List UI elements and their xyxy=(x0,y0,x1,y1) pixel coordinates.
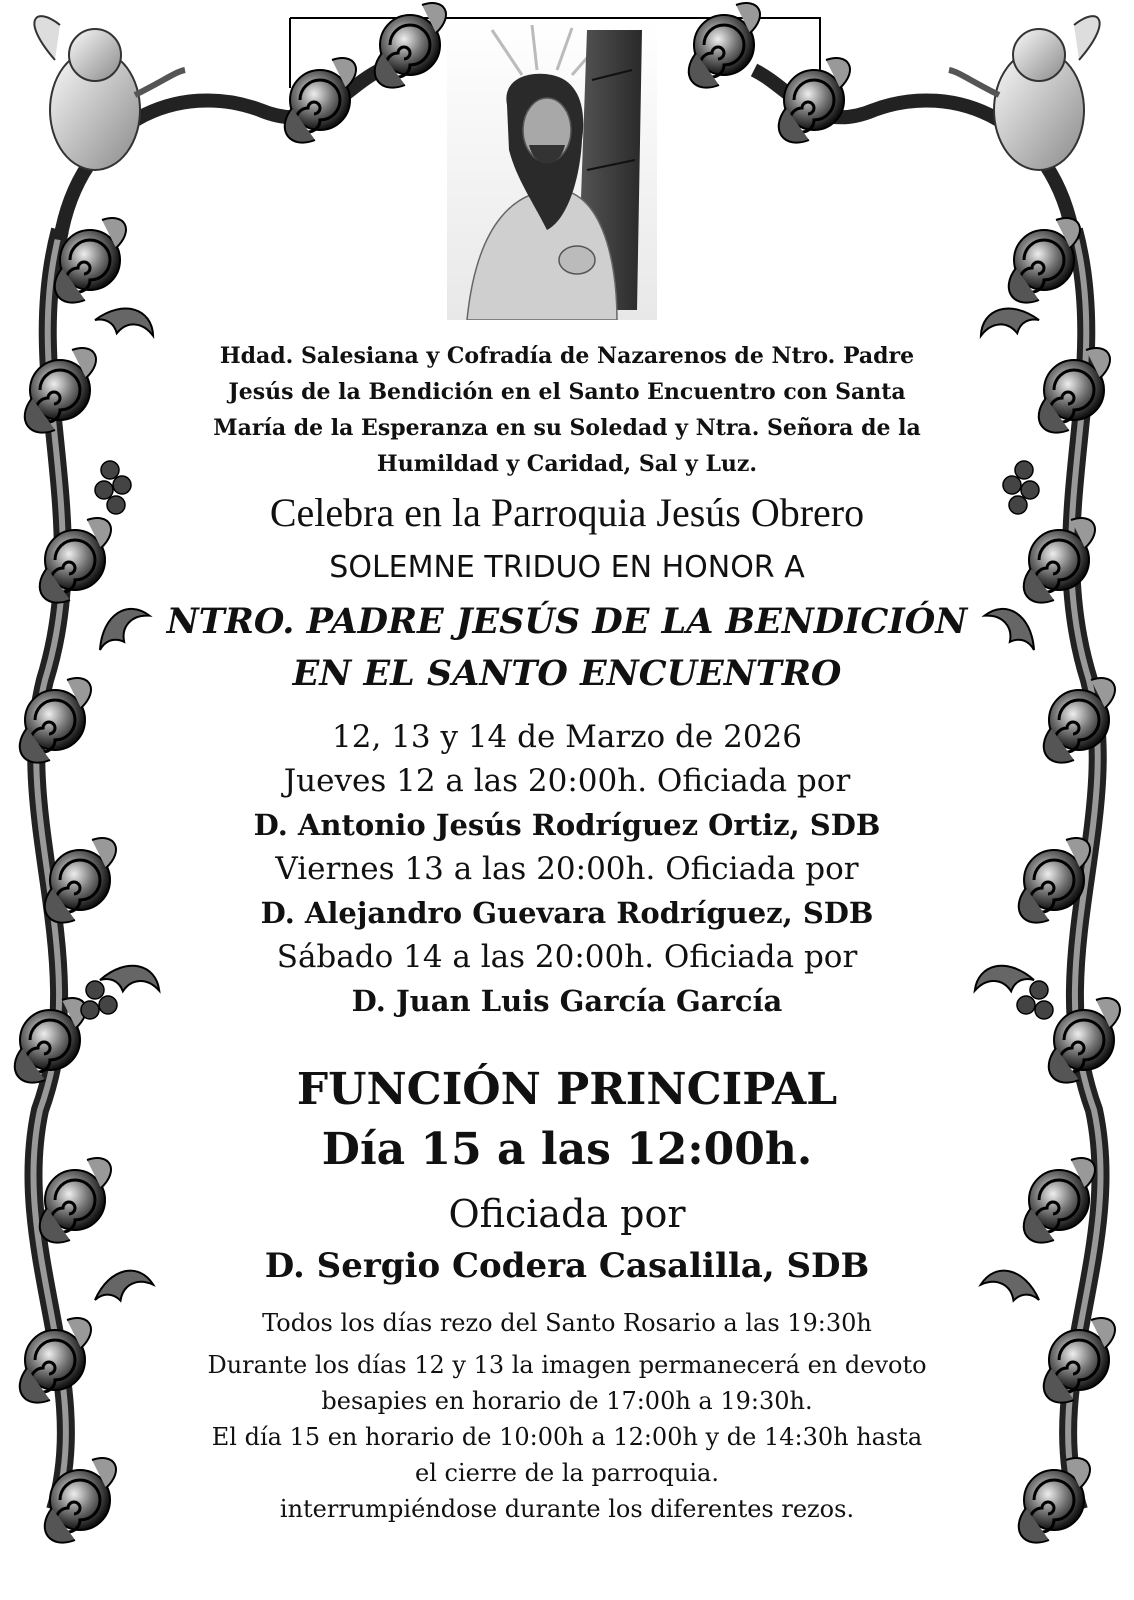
schedule-officiant: D. Antonio Jesús Rodríguez Ortiz, SDB xyxy=(253,808,881,842)
schedule-officiant: D. Juan Luis García García xyxy=(351,984,783,1018)
schedule-day: Viernes 13 a las 20:00h. Oficiada por xyxy=(275,851,859,887)
celebration-location: Celebra en la Parroquia Jesús Obrero xyxy=(269,490,865,535)
schedule-officiant: D. Alejandro Guevara Rodríguez, SDB xyxy=(260,896,874,930)
funcion-title: FUNCIÓN PRINCIPAL xyxy=(296,1064,838,1115)
brotherhood-line: Humildad y Caridad, Sal y Luz. xyxy=(376,451,758,477)
besapies-line: El día 15 en horario de 10:00h a 12:00h y de 14:30h hasta xyxy=(211,1423,923,1451)
brotherhood-line: Jesús de la Bendición en el Santo Encuentro con Santa xyxy=(228,379,906,405)
brotherhood-line: María de la Esperanza en su Soledad y Ntra. Señora de la xyxy=(213,415,921,441)
besapies-line: interrumpiéndose durante los diferentes rezos. xyxy=(279,1495,855,1523)
cherub-left-icon xyxy=(34,16,185,170)
title-line: NTRO. PADRE JESÚS DE LA BENDICIÓN xyxy=(166,601,968,642)
funcion-time: Día 15 a las 12:00h. xyxy=(321,1124,813,1175)
oficiada-label: Oficiada por xyxy=(448,1192,686,1236)
besapies-line: Durante los días 12 y 13 la imagen permanecerá en devoto xyxy=(207,1351,927,1379)
honoree-title xyxy=(150,596,984,700)
funcion-officiant: D. Sergio Codera Casalilla, SDB xyxy=(264,1246,870,1286)
funcion-officiant-block xyxy=(150,1188,984,1292)
dates: 12, 13 y 14 de Marzo de 2026 xyxy=(332,719,802,755)
rosario-note: Todos los días rezo del Santo Rosario a las 19:30h xyxy=(262,1309,872,1337)
schedule-day: Sábado 14 a las 20:00h. Oficiada por xyxy=(276,939,858,975)
funcion-principal xyxy=(150,1060,984,1180)
brotherhood-name xyxy=(150,338,984,482)
notes xyxy=(150,1305,984,1527)
brotherhood-line: Hdad. Salesiana y Cofradía de Nazarenos de Ntro. Padre xyxy=(219,343,915,369)
schedule-day: Jueves 12 a las 20:00h. Oficiada por xyxy=(283,763,851,799)
triduo-heading: SOLEMNE TRIDUO EN HONOR A xyxy=(329,550,805,585)
schedule xyxy=(150,715,984,1023)
title-line: EN EL SANTO ENCUENTRO xyxy=(292,653,842,694)
cherub-right-icon xyxy=(949,16,1100,170)
besapies-line: besapies en horario de 17:00h a 19:30h. xyxy=(321,1387,813,1415)
jesus-portrait-image xyxy=(447,20,657,320)
besapies-line: el cierre de la parroquia. xyxy=(415,1459,719,1487)
